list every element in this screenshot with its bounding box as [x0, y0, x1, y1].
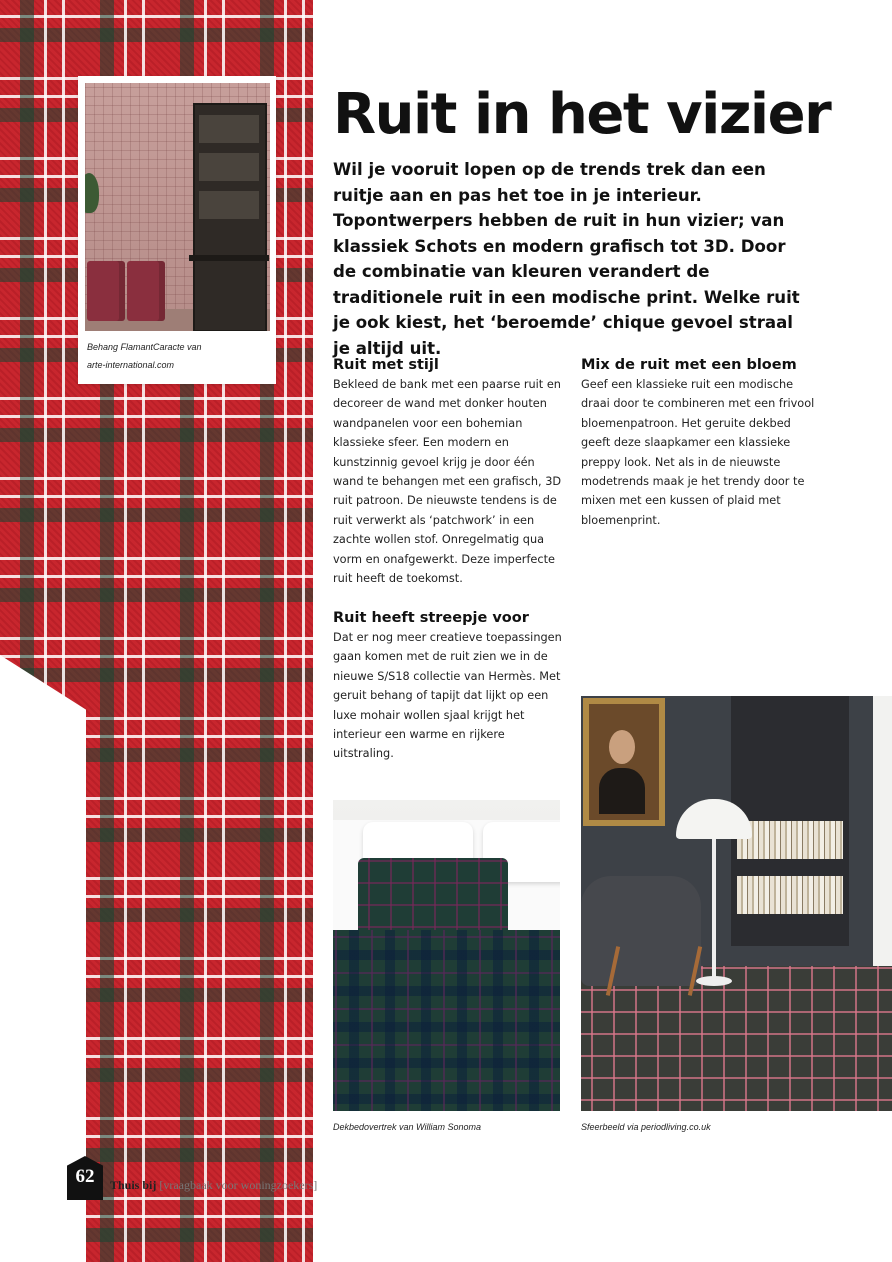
tartan-bed-photo — [333, 800, 560, 1111]
bed-photo-caption: Dekbedovertrek van William Sonoma — [333, 1122, 481, 1132]
armchair — [581, 876, 701, 986]
tartan-duvet — [333, 930, 560, 1111]
wallpaper-photo-card — [78, 76, 276, 384]
section-ruit-heeft-streepje-voor — [333, 609, 565, 764]
article-intro: Wil je vooruit lopen op de trends trek dan een ruitje aan en pas het toe in je interieur. Topontwerpers hebben de ruit in hun vizier; van klassiek Schots en modern grafisch tot 3D. Door de combinatie van kleuren verandert de traditionele ruit in een modische print. Welke ruit je ook kiest, het ‘beroemde’ chique gevoel straal je altijd uit. — [333, 160, 800, 358]
section-ruit-met-stijl — [333, 356, 565, 588]
section-mix-de-ruit — [581, 356, 821, 530]
tartan-room-photo — [581, 696, 892, 1111]
section-body: Dat er nog meer creatieve toepassingen gaan komen met de ruit zien we in de nieuwe S/S18 collectie van Hermès. Met geruit behang of tapijt dat lijkt op een luxe mohair wollen sjaal krijgt het interieur een warme en rijkere uitstraling. — [333, 631, 562, 761]
wallpaper-photo — [85, 83, 270, 331]
section-body: Geef een klassieke ruit een modische draai door te combineren met een frivool bloemenpatroon. Het geruite dekbed geeft deze slaapkamer een klassieke preppy look. Net als in de nieuwste modetrends maak je het trendy door te mixen met een kussen of plaid met bloemenprint. — [581, 378, 815, 527]
plant-decoration — [85, 173, 99, 213]
room-photo-caption: Sfeerbeeld via periodliving.co.uk — [581, 1122, 711, 1132]
cabinet-decoration — [193, 103, 267, 331]
pouf-decoration — [127, 261, 165, 321]
pouf-decoration — [87, 261, 125, 321]
footer-tagline: [vraagbaak voor woningzoekers] — [159, 1178, 318, 1192]
footer-brand: Thuis bij — [110, 1178, 157, 1192]
section-heading: Ruit heeft streepje voor — [333, 610, 529, 626]
portrait-painting — [583, 698, 665, 826]
wallpaper-photo-caption: Behang FlamantCaracte van arte-international.com — [87, 342, 202, 370]
page-number: 62 — [75, 1166, 95, 1187]
section-heading: Ruit met stijl — [333, 357, 439, 373]
section-body: Bekleed de bank met een paarse ruit en decoreer de wand met donker houten wandpanelen voor een bohemian klassieke sfeer. Een modern en kunstzinnig gevoel krijg je door één wand te behangen met een grafisch, 3D ruit patroon. De nieuwste tendens is de ruit verwerkt als ‘patchwork’ in een zachte wollen stof. Onregelmatig qua vorm en onafgewerkt. Deze imperfecte ruit heeft de toekomst. — [333, 378, 562, 586]
tartan-rug — [581, 966, 892, 1111]
footer-text — [110, 1178, 317, 1193]
article-title: Ruit in het vizier — [333, 82, 831, 147]
section-heading: Mix de ruit met een bloem — [581, 357, 797, 373]
